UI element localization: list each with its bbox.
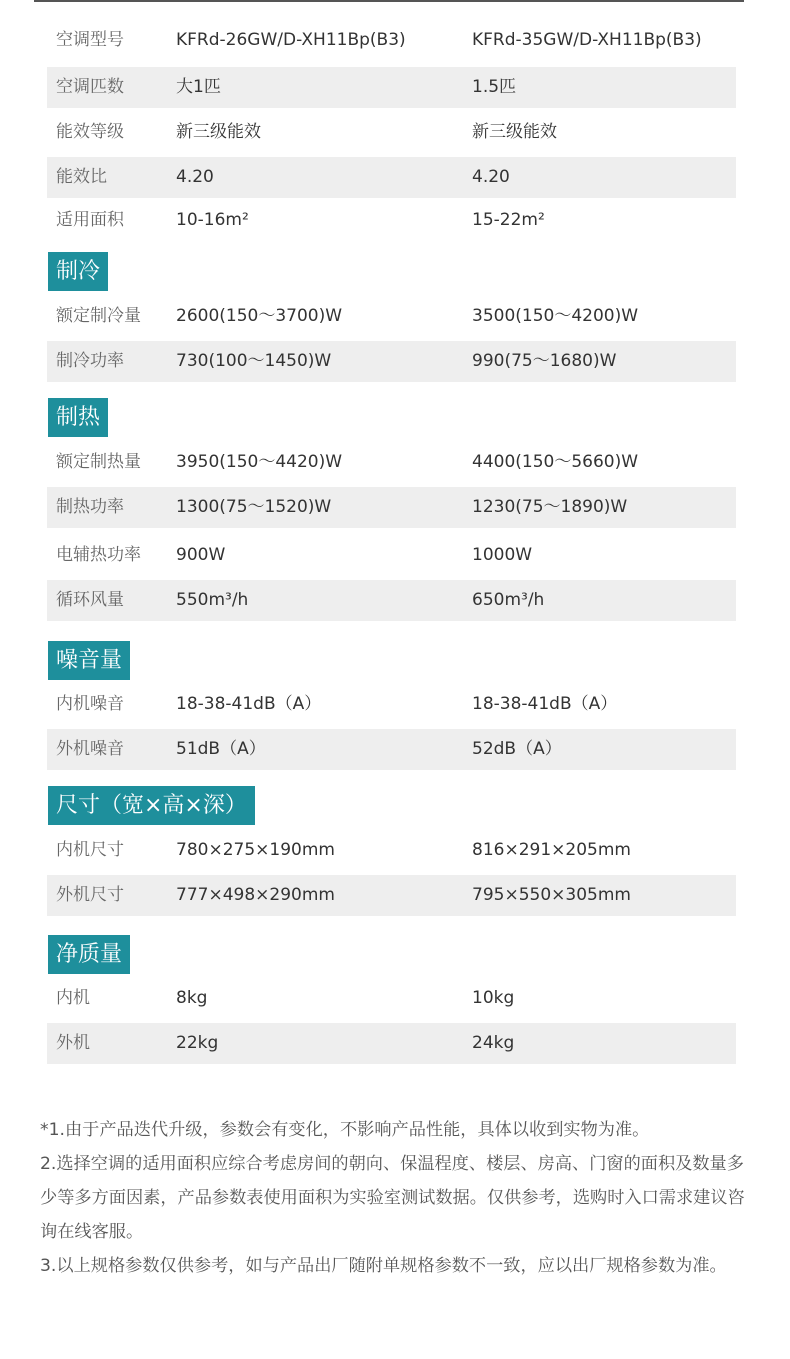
spec-row-cooling-capacity (47, 296, 736, 337)
row-value-2: 3500(150～4200)W (472, 306, 639, 326)
row-label: 外机尺寸 (56, 885, 124, 905)
row-label: 空调匹数 (56, 77, 124, 97)
row-value-1: KFRd-26GW/D-XH11Bp(B3) (176, 30, 406, 50)
row-label: 额定制热量 (56, 452, 141, 472)
footnotes (40, 1113, 752, 1283)
row-label: 内机尺寸 (56, 840, 124, 860)
section-title-noise: 噪音量 (48, 641, 130, 680)
row-value-1: 780×275×190mm (176, 840, 335, 860)
row-label: 制冷功率 (56, 351, 124, 371)
row-value-1: 550m³/h (176, 590, 249, 610)
row-label: 空调型号 (56, 30, 124, 50)
section-title-weight: 净质量 (48, 935, 130, 974)
spec-row-area (47, 200, 736, 241)
row-label: 外机 (56, 1033, 90, 1053)
spec-row-outdoor-noise (47, 729, 736, 770)
row-value-1: 900W (176, 545, 226, 565)
spec-row-model (47, 20, 736, 61)
spec-row-hp (47, 67, 736, 108)
row-label: 内机 (56, 988, 90, 1008)
row-value-1: 730(100～1450)W (176, 351, 332, 371)
row-label: 电辅热功率 (56, 545, 141, 565)
row-value-1: 2600(150～3700)W (176, 306, 343, 326)
row-value-2: 795×550×305mm (472, 885, 631, 905)
row-value-2: 4400(150～5660)W (472, 452, 639, 472)
section-title-heating: 制热 (48, 398, 108, 437)
row-label: 循环风量 (56, 590, 124, 610)
row-value-2: 990(75～1680)W (472, 351, 617, 371)
row-label: 能效比 (56, 167, 107, 187)
row-value-1: 51dB（A） (176, 739, 266, 759)
section-title-cooling: 制冷 (48, 252, 108, 291)
row-value-1: 1300(75～1520)W (176, 497, 332, 517)
row-value-2: 15-22m² (472, 210, 545, 230)
row-value-2: 新三级能效 (472, 122, 557, 142)
spec-row-cooling-power (47, 341, 736, 382)
spec-row-outdoor-size (47, 875, 736, 916)
spec-row-aux-heat-power (47, 535, 736, 576)
footnote-2: 2.选择空调的适用面积应综合考虑房间的朝向、保温程度、楼层、房高、门窗的面积及数量多少等多方面因素，产品参数表使用面积为实验室测试数据。仅供参考，选购时入口需求建议咨询在线客服。 (40, 1154, 745, 1242)
row-value-1: 大1匹 (176, 77, 221, 97)
row-value-2: 1.5匹 (472, 77, 517, 97)
row-label: 内机噪音 (56, 694, 124, 714)
row-value-1: 22kg (176, 1033, 219, 1053)
row-label: 额定制冷量 (56, 306, 141, 326)
row-value-1: 10-16m² (176, 210, 249, 230)
row-value-1: 3950(150～4420)W (176, 452, 343, 472)
row-value-2: 18-38-41dB（A） (472, 694, 618, 714)
footnote-1: *1.由于产品迭代升级，参数会有变化，不影响产品性能，具体以收到实物为准。 (40, 1120, 650, 1140)
row-label: 能效等级 (56, 122, 124, 142)
spec-row-heating-capacity (47, 442, 736, 483)
section-title-size: 尺寸（宽×高×深） (48, 786, 255, 825)
spec-row-airflow (47, 580, 736, 621)
row-value-2: 10kg (472, 988, 515, 1008)
spec-row-heating-power (47, 487, 736, 528)
row-value-2: 650m³/h (472, 590, 545, 610)
footnote-3: 3.以上规格参数仅供参考，如与产品出厂随附单规格参数不一致，应以出厂规格参数为准。 (40, 1256, 727, 1276)
row-value-2: 1000W (472, 545, 533, 565)
row-value-1: 777×498×290mm (176, 885, 335, 905)
row-label: 外机噪音 (56, 739, 124, 759)
row-value-2: 1230(75～1890)W (472, 497, 628, 517)
spec-row-efficiency-ratio (47, 157, 736, 198)
row-value-2: 816×291×205mm (472, 840, 631, 860)
spec-row-outdoor-weight (47, 1023, 736, 1064)
row-value-1: 8kg (176, 988, 208, 1008)
row-value-2: 52dB（A） (472, 739, 562, 759)
spec-row-indoor-weight (47, 978, 736, 1019)
spec-row-indoor-noise (47, 684, 736, 725)
spec-row-efficiency-grade (47, 112, 736, 153)
row-label: 适用面积 (56, 210, 124, 230)
top-divider (34, 0, 744, 2)
row-value-2: KFRd-35GW/D-XH11Bp(B3) (472, 30, 702, 50)
row-value-1: 新三级能效 (176, 122, 261, 142)
row-value-2: 24kg (472, 1033, 515, 1053)
row-value-2: 4.20 (472, 167, 510, 187)
row-label: 制热功率 (56, 497, 124, 517)
spec-row-indoor-size (47, 830, 736, 871)
row-value-1: 18-38-41dB（A） (176, 694, 322, 714)
row-value-1: 4.20 (176, 167, 214, 187)
